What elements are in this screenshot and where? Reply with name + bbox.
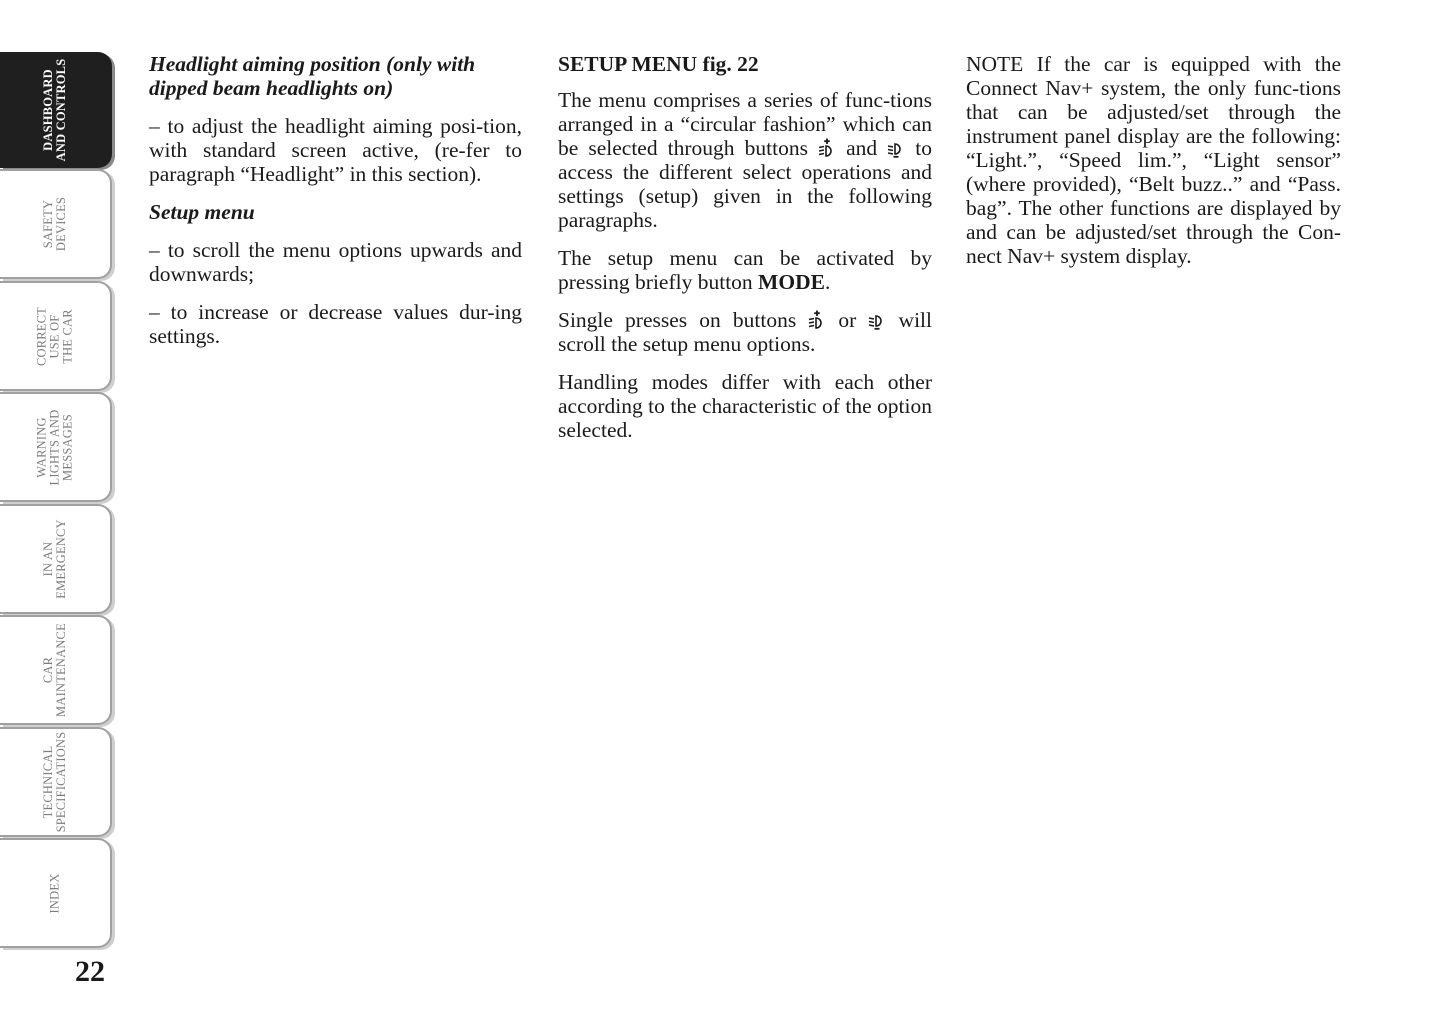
tab-car-maintenance[interactable]	[0, 615, 112, 725]
scroll-options-text: – to scroll the menu options upwards and downwards;	[149, 238, 522, 286]
text-run: Single presses on buttons	[558, 308, 797, 332]
column-right	[966, 52, 1341, 282]
tab-label: DASHBOARD AND CONTROLS	[41, 58, 68, 162]
setup-menu-subheading: Setup menu	[149, 200, 255, 224]
tab-label: INDEX	[47, 873, 62, 913]
tab-dashboard-and-controls[interactable]	[0, 52, 112, 168]
setup-menu-title: SETUP MENU fig. 22	[558, 52, 759, 76]
increase-decrease-text: – to increase or decrease values dur-ing settings.	[149, 300, 522, 348]
tab-label: WARNING LIGHTS AND MESSAGES	[34, 409, 75, 485]
tab-warning-lights-and-messages[interactable]	[0, 392, 112, 502]
tab-label: IN AN EMERGENCY	[41, 519, 68, 599]
tab-index[interactable]	[0, 838, 112, 948]
tab-label: CORRECT USE OF THE CAR	[34, 306, 75, 366]
tab-label: TECHNICAL SPECIFICATIONS	[41, 731, 68, 833]
mode-button-label: MODE	[758, 270, 825, 294]
chapter-tabs	[0, 52, 118, 950]
tab-in-an-emergency[interactable]	[0, 504, 112, 614]
light-minus-icon	[868, 310, 886, 330]
text-run: The menu comprises a series of func-tions arranged in a “circular fashion” which can be selected through buttons	[558, 88, 932, 160]
headlight-aiming-text: – to adjust the headlight aiming posi-tion, with standard screen active, (re-fer to paragraph “Headlight” in this section).	[149, 114, 522, 186]
handling-modes-paragraph: Handling modes differ with each other according to the characteristic of the option selected.	[558, 370, 932, 442]
column-left	[149, 52, 522, 362]
text-run: will scroll the setup menu options.	[558, 308, 932, 356]
page-number: 22	[75, 955, 105, 988]
tab-technical-specifications[interactable]	[0, 727, 112, 837]
headlight-aiming-heading: Headlight aiming position (only with dipped beam headlights on)	[149, 52, 476, 100]
text-run: or	[838, 308, 857, 332]
activation-paragraph	[558, 246, 932, 294]
tab-safety-devices[interactable]	[0, 169, 112, 279]
text-run: to access the different select operations and settings (setup) given in the following paragraphs.	[558, 136, 933, 232]
tab-label: SAFETY DEVICES	[41, 196, 68, 252]
tab-label: CAR MAINTENANCE	[41, 623, 68, 717]
connect-nav-note: NOTE If the car is equipped with the Connect Nav+ system, the only func-tions that can be adjusted/set through the instrument panel display are the following: “Light.”, “Speed lim.”, “Light sensor” (where provided), “Belt buzz..” and “Pass. bag”. The other functions are displayed by and can be adjusted/set through the Con-nect Nav+ system display.	[966, 52, 1341, 268]
light-plus-icon	[808, 310, 826, 330]
column-middle	[558, 52, 932, 456]
menu-description-paragraph	[558, 88, 932, 232]
tab-correct-use-of-the-car[interactable]	[0, 281, 112, 391]
single-presses-paragraph	[558, 308, 932, 356]
light-plus-icon	[818, 138, 836, 158]
text-run: The setup menu can be activated by pressing briefly button	[558, 246, 932, 294]
light-minus-icon	[887, 138, 905, 158]
text-run: and	[846, 136, 878, 160]
text-run: .	[824, 270, 831, 294]
